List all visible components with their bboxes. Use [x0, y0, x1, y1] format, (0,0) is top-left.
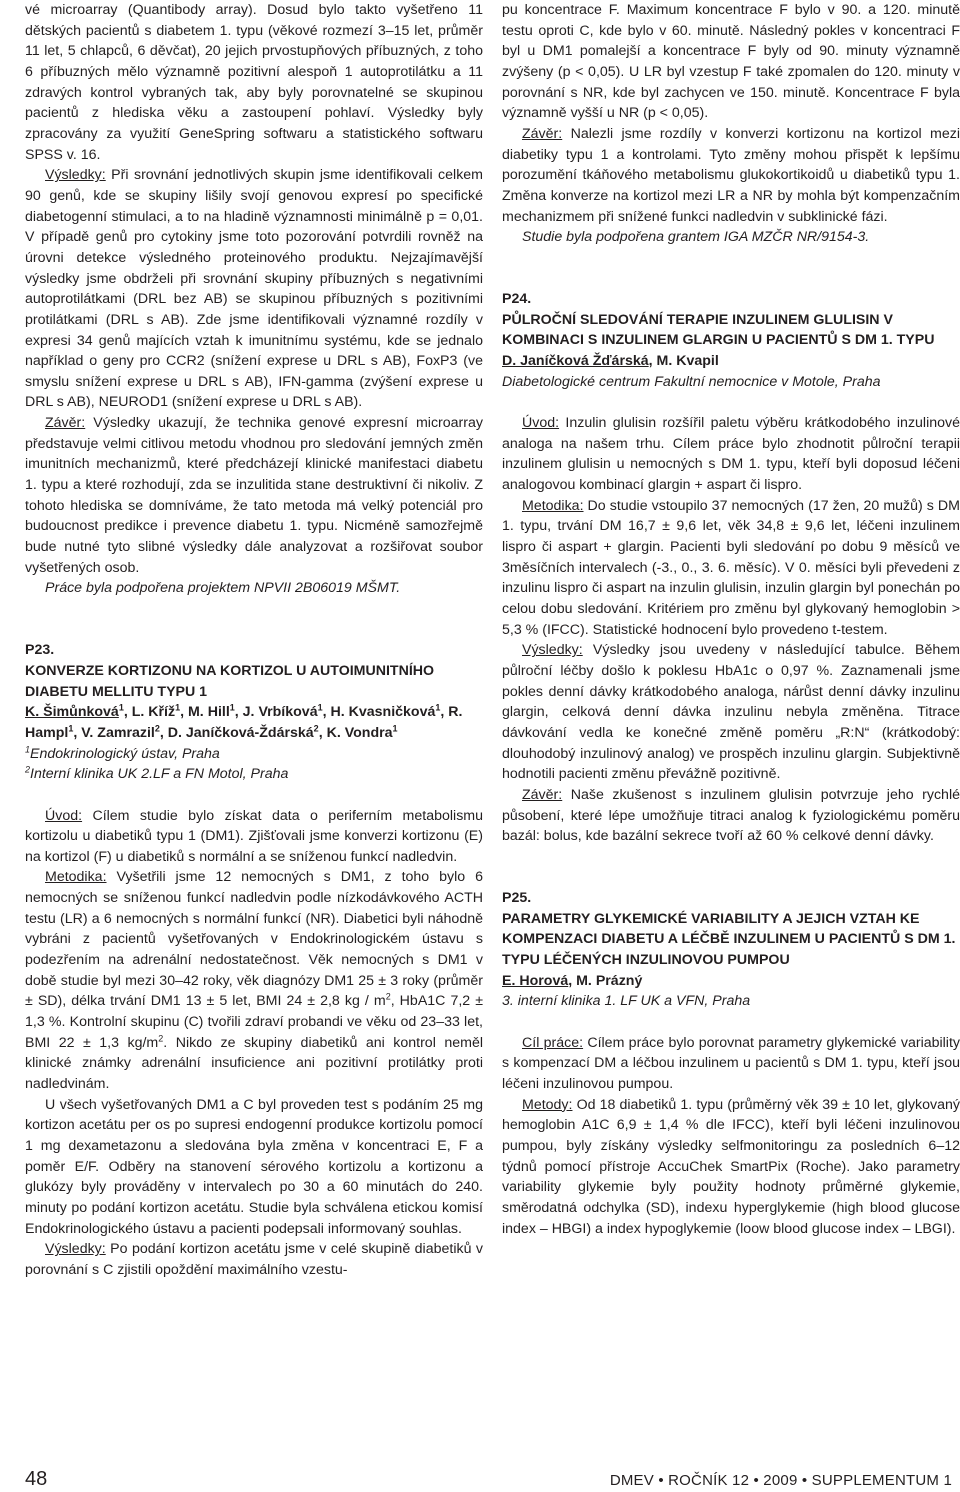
affiliation-mark: 1: [229, 702, 235, 713]
affiliation-mark: 2: [25, 764, 31, 775]
paragraph-text: Cílem studie bylo získat data o periferním metabolismu kortizolu u diabetiků typu 1 (DM1). Zjišťovali jsme konverzi kortizonu (E) na kortizol (F) u diabetiků s normální a se sníženou funkcí nadledvin.: [25, 807, 483, 865]
affiliation-mark: 1: [435, 702, 441, 713]
paragraph-text: Cílem práce bylo porovnat parametry glykemické variability s kompenzací DM a léčbou inzulinem u pacientů s DM 1. typu, kteří jsou léčeni inzulinovou pumpou.: [502, 1034, 960, 1092]
paragraph-text: Do studie vstoupilo 37 nemocných (17 žen, 20 mužů) s DM 1. typu, trvání DM 16,7 ± 9,6 let, věk 34,8 ± 9,6 let, léčeni inzulinem lispro či aspart + glargin. Pacienti byli sledování po dobu 9 měsíců ve 3měsíčních intervalech (-3., 0., 3. 6. měsíc). V 0. měsíci byli převedeni z inzulinu lispro či aspart na inzulin glulisin, inzulin glargin byl ponechán po celou dobu sledování. Kritériem pro změnu byl glykovaný hemoglobin > 5,3 % (IFCC). Statistické hodnocení bylo provedeno t-testem.: [502, 497, 960, 638]
superscript: 2: [158, 1033, 164, 1043]
methods-paragraph: [502, 496, 960, 641]
affiliation-mark: 1: [25, 743, 31, 754]
results-paragraph: [25, 165, 483, 413]
paragraph-text: Vyšetřili jsme 12 nemocných s DM1, z toho bylo 6 nemocných se sníženou funkcí nadledvin podle nízkodávkového ACTH testu (LR) a 6 nemocných s normální funkcí (NR). Diabetici byli náhodně vybráni z pacientů vyšetřovaných v Endokrinologickém ústavu s podezřením na adrenální nedostatečnost. Věk nemocných s DM1 v době studie byl mezi 30–42 roky, věk diagnózy DM1 25 ± 3 roky (průměr ± SD), délka trvání DM1 13 ± 5 let, BMI 24 ± 2,8 kg / m: [25, 869, 483, 1010]
section-label: Metody:: [522, 1096, 573, 1113]
paragraph-text: Výsledky ukazují, že technika genové expresní microarray představuje velmi citlivou metodu vhodnou pro sledování jemných změn imunitních mechanizmů, které předcházejí klinické manifestaci diabetu 1. typu a které rozhodují, zda se inzulitida stane destruktivní či nikoliv. Z tohoto hlediska se domníváme, že tato metoda má velký potenciál pro budoucnost predikce i prevence diabetu 1. typu. Nicméně samozřejmě bude nutné tyto slibné výsledky dále analyzovat a rozšiřovat soubor vyšetřených osob.: [25, 415, 483, 576]
paragraph-text: Od 18 diabetiků 1. typu (průměrný věk 39 ± 10 let, glykovaný hemoglobin A1C 6,9 ± 1,4 % dle IFCC), kteří byli léčeni inzulinovou pumpou, byly získány výsledky selfmonitoringu za posledních 6–12 týdnů pomocí přístroje AccuChek SmartPix (Roche). Jako parametry variability glykemie byly použity hodnoty průměrné glykemie, směrodatná odchylka (SD), indexu hyperglykemie (high blood glucose index – HBGI) a index hypoglykemie (loow blood glucose index – LBGI).: [502, 1096, 960, 1237]
affiliation-mark: 1: [68, 723, 74, 734]
superscript: 2: [385, 991, 391, 1002]
left-column: [25, 0, 483, 1281]
abstract-number: P24.: [502, 291, 532, 308]
author-list: [502, 351, 960, 372]
section-label: Výsledky:: [45, 167, 106, 184]
author-name: , L. Kříž: [123, 704, 176, 721]
section-label: Metodika:: [522, 497, 584, 514]
right-column: [502, 0, 960, 1239]
methods-paragraph: [25, 867, 483, 1094]
author-name: , M. Prázný: [568, 972, 643, 989]
conclusion-paragraph: [502, 785, 960, 847]
paragraph-text: . Nikdo ze skupiny diabetiků ani kontrol neměl klinické známky adrenální insuficience ani pozitivní protilátky proti nadledvinám.: [25, 1034, 483, 1093]
affiliation-mark: 1: [392, 723, 398, 734]
affiliation: Diabetologické centrum Fakultní nemocnice v Motole, Praha: [502, 373, 881, 390]
funding-note: Práce byla podpořena projektem NPVII 2B06019 MŠMT.: [45, 580, 401, 597]
paragraph-text: , HbA1C 7,2 ± 1,3 %. Kontrolní skupinu (C) tvořili zdraví probandi ve věku od 23–33 let, BMI 22 ± 1,3 kg/m: [25, 993, 483, 1051]
page-number: 48: [25, 1468, 48, 1490]
conclusion-paragraph: [502, 124, 960, 227]
section-label: Úvod:: [522, 415, 560, 432]
abstract-number: P23.: [25, 642, 55, 659]
author-name: , R. Hampl: [25, 704, 463, 741]
affiliation: [25, 764, 483, 785]
conclusion-paragraph: [25, 413, 483, 578]
affiliation: 3. interní klinika 1. LF UK a VFN, Praha: [502, 993, 751, 1010]
paragraph-text: Výsledky jsou uvedeny v následující tabulce. Během půlroční léčby došlo k poklesu HbA1c o 0,97 %. Zaznamenali jsme pokles denní dávky krátkodobého analoga, nárůst denní dávky inzulinu glargin, celková denní dávka inzulinu nebyla změněna. Titrace dávkování vedla ke konečné změně poměru „R:N“ (krátkodobý: dlouhodobý inzulinový analog) ve prospěch inzulinu glargin. Subjektivně hodnotili pacienti změnu převážně pozitivně.: [502, 642, 960, 783]
affiliation-mark: 1: [175, 702, 181, 713]
abstract-number: P25.: [502, 890, 532, 907]
author-name: E. Horová: [502, 972, 569, 989]
affiliation-mark: 2: [154, 723, 160, 734]
abstract-title: PARAMETRY GLYKEMICKÉ VARIABILITY A JEJICH VZTAH KE KOMPENZACI DIABETU A LÉČBĚ INZULINEM U PACIENTŮ S DM 1. TYPU LÉČENÝCH INZULINOVOU PUMPOU: [502, 910, 956, 969]
funding-note: Studie byla podpořena grantem IGA MZČR NR/9154-3.: [522, 229, 870, 246]
author-name: , K. Vondra: [318, 724, 393, 741]
paragraph-text: Inzulin glulisin rozšířil paletu výběru krátkodobého inzulinové analoga na našem trhu. Cílem práce bylo zhodnotit půlroční terapii inzulinem glulisin u nemocných s DM 1. typu, kteří byli doposud léčeni analogovou kombinací glargin + aspart či lispro.: [502, 415, 960, 494]
author-name: K. Šimůnková: [25, 704, 119, 721]
intro-paragraph: [25, 806, 483, 868]
section-label: Úvod:: [45, 807, 83, 824]
author-name: , D. Janíčková-Ždárská: [159, 724, 314, 741]
section-label: Metodika:: [45, 869, 107, 886]
section-label: Závěr:: [522, 125, 563, 142]
aim-paragraph: [502, 1033, 960, 1095]
abstract-title: PŮLROČNÍ SLEDOVÁNÍ TERAPIE INZULINEM GLULISIN V KOMBINACI S INZULINEM GLARGIN U PACIENTŮ S DM 1. TYPU: [502, 311, 935, 349]
author-name: , J. Vrbíková: [234, 704, 318, 721]
section-label: Cíl práce:: [522, 1034, 584, 1051]
author-list: [502, 971, 960, 992]
journal-info: DMEV • ROČNÍK 12 • 2009 • SUPPLEMENTUM 1: [609, 1472, 952, 1489]
section-label: Výsledky:: [522, 642, 583, 659]
section-label: Závěr:: [45, 415, 86, 432]
paragraph-text: Při srovnání jednotlivých skupin jsme identifikovali celkem 90 genů, kde se skupiny lišily svojí genovou expresí po specifické diabetogenní stimulaci, a to na hladině významnosti minimálně p = 0,01. V případě genů pro cytokiny jsme toto pozorování potvrdili rovněž na úrovni detekce výsledného proteinového produktu. Nejzajímavější výsledky jsme obdrželi při srovnání skupiny příbuzných s negativními autoprotilátkami (DRL bez AB) se skupinou příbuzných s pozitivními protilátkami (DRL s AB). Zde jsme identifikovali významné rozdíly v expresi 34 genů majících vztah k imunitnímu systému, kde se jednalo například o geny pro CCR2 (snížení exprese u DRL s AB), FoxP3 (ve smyslu snížení exprese u DRL s AB), IFN-gamma (zvýšení exprese u DRL s AB), NEUROD1 (snížení exprese u DRL s AB).: [25, 167, 483, 411]
affiliation-text: Interní klinika UK 2.LF a FN Motol, Praha: [30, 766, 289, 783]
section-label: Výsledky:: [45, 1241, 106, 1258]
author-name: , H. Kvasničková: [322, 704, 436, 721]
affiliation-mark: 1: [317, 702, 323, 713]
author-name: , V. Zamrazil: [73, 724, 155, 741]
paragraph-text: Nalezli jsme rozdíly v konverzi kortizonu na kortizol mezi diabetiky typu 1 a kontrolami. Tyto změny mohou přispět k lepšímu porozumění tkáňového metabolismu glukokortikoidů u diabetiků typu 1. Změna konverze na kortizol mezi LR a NR by mohla být kompenzačním mechanizmem při snížené funkci nadledvin v subklinické fázi.: [502, 125, 960, 225]
affiliation-text: Endokrinologický ústav, Praha: [30, 745, 220, 762]
author-list: [25, 702, 483, 743]
affiliation-mark: 1: [118, 702, 124, 713]
results-paragraph: [502, 640, 960, 785]
section-label: Závěr:: [522, 786, 563, 803]
abstract-title: KONVERZE KORTIZONU NA KORTIZOL U AUTOIMUNITNÍHO DIABETU MELLITU TYPU 1: [25, 662, 435, 700]
paragraph: U všech vyšetřovaných DM1 a C byl proveden test s podáním 25 mg kortizon acetátu per os po supresi endogenní produkce kortizolu pomocí 1 mg dexametazonu a sledována byla změna v koncentraci E, F a poměr E/F. Odběry na stanovení sérového kortizolu a kortizonu a glukózy byly prováděny v intervalech po 30 a 60 minutách do 240. minuty po podání kortizon acetátu. Studie byla schválena etickou komisí Endokrinologického ústavu a pacienti podepsali informovaný souhlas.: [25, 1096, 483, 1237]
paragraph: vé microarray (Quantibody array). Dosud bylo takto vyšetřeno 11 dětských pacientů s diabetem 1. typu (věkové rozmezí 3–15 let, průměr 11 let, 5 chlapců, 6 děvčat), 20 jejich prvostupňových příbuzných, z toho 6 příbuzných mělo významně pozitivní alespoň 1 autoprotilátku a 11 zdravých kontrol vybraných tak, aby byly porovnatelné se skupinou pacientů z hlediska věku a zastoupení pohlaví. Výsledky byly zpracovány za využití GeneSpring softwaru a statistického softwaru SPSS v. 16.: [25, 2, 483, 163]
paragraph: pu koncentrace F. Maximum koncentrace F bylo v 90. a 120. minutě testu oproti C, kde bylo v 60. minutě. Následný pokles v koncentraci F byl u DM1 pomalejší a koncentrace F byly od 90. minuty významně zvýšeny (p < 0,05). U LR byl vzestup F také zpomalen do 120. minuty v porovnání s NR, kde byl zachycen ve 150. minutě. Koncentrace F byla významně vyšší u NR (p < 0,05).: [502, 2, 960, 122]
author-name: D. Janíčková Žďárská: [502, 353, 649, 370]
intro-paragraph: [502, 413, 960, 496]
paragraph-text: Po podání kortizon acetátu jsme v celé skupině diabetiků v porovnání s C zjistili opoždění maximálního vzestu-: [25, 1241, 483, 1278]
affiliation: [25, 744, 483, 765]
paragraph-text: Naše zkušenost s inzulinem glulisin potvrzuje jeho rychlé působení, které lépe umožňuje titraci analog k fyziologickému poměru bazál: bolus, kde bazální sekrece tvoří až 60 % celkové denní dávky.: [502, 786, 960, 845]
author-name: , M. Hill: [180, 704, 230, 721]
results-paragraph: [25, 1239, 483, 1280]
author-name: , M. Kvapil: [648, 353, 719, 370]
affiliation-mark: 2: [313, 723, 319, 734]
methods-paragraph: [502, 1095, 960, 1240]
page-footer: [0, 1466, 960, 1492]
